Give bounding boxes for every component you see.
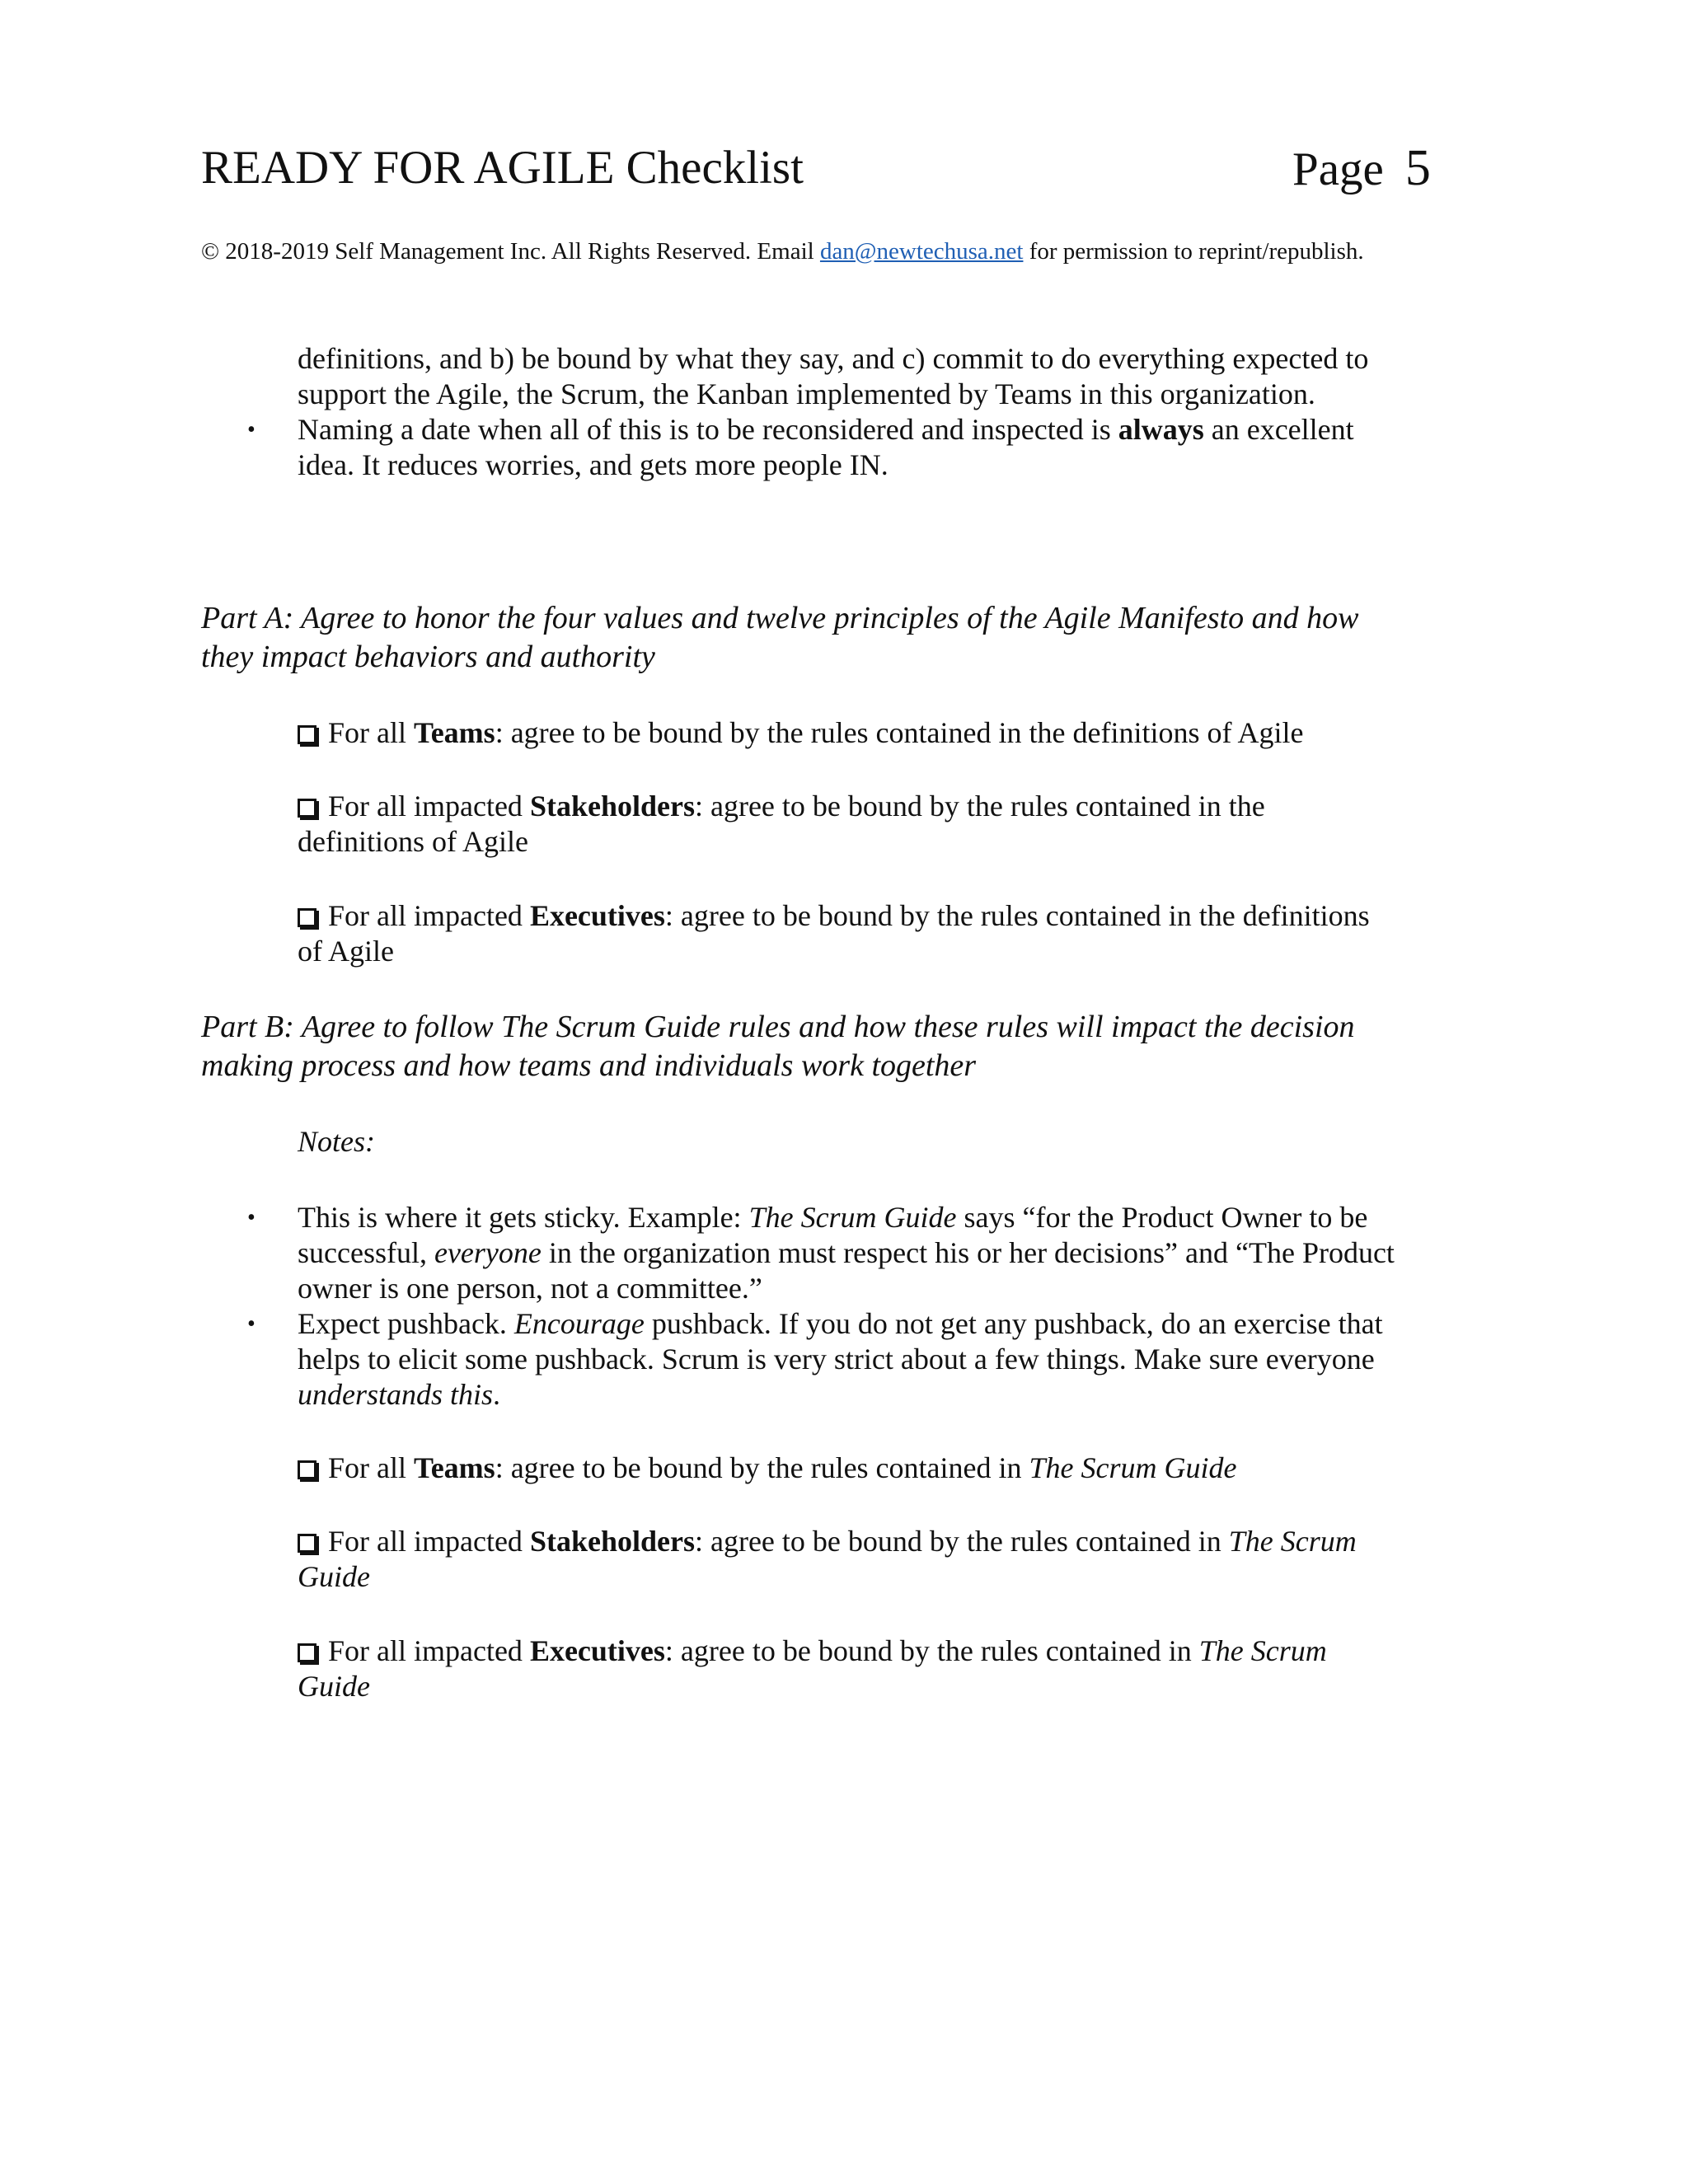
checklist-item xyxy=(298,898,1370,934)
checklist-item-continued: Guide xyxy=(298,1560,370,1593)
checklist-item-continued: definitions of Agile xyxy=(298,825,528,858)
page-number xyxy=(1292,138,1431,199)
checkbox-icon[interactable] xyxy=(298,1643,316,1662)
copyright-notice xyxy=(201,236,1364,267)
bullet-icon: • xyxy=(247,1205,256,1230)
text: For all impacted xyxy=(328,1525,530,1558)
emphasis: Stakeholders xyxy=(529,790,695,823)
part-b-heading: Part B: Agree to follow The Scrum Guide rules and how these rules will impact the decision xyxy=(201,1010,1355,1044)
checklist-item-continued: Guide xyxy=(298,1670,370,1703)
text: For all impacted xyxy=(328,899,530,932)
emphasis: The Scrum xyxy=(1198,1634,1327,1667)
part-a-heading: Part A: Agree to honor the four values and twelve principles of the Agile Manifesto and how xyxy=(201,601,1359,635)
text: successful, xyxy=(298,1236,434,1269)
text: : agree to be bound by the rules contained in xyxy=(664,1634,1199,1667)
checkbox-icon[interactable] xyxy=(298,725,316,744)
list-item xyxy=(298,412,1354,448)
text: Naming a date when all of this is to be reconsidered and inspected is xyxy=(298,413,1118,446)
part-a-heading: they impact behaviors and authority xyxy=(201,640,655,674)
emphasis: Teams xyxy=(414,1451,495,1484)
list-item xyxy=(298,1200,1367,1235)
list-item-continued: idea. It reduces worries, and gets more people IN. xyxy=(298,448,889,481)
checklist-item xyxy=(298,1451,1236,1486)
checklist-item xyxy=(298,1524,1357,1559)
text: : agree to be bound by the rules contained in the definitions of Agile xyxy=(495,716,1304,749)
text: For all impacted xyxy=(328,1634,530,1667)
list-item xyxy=(298,1306,1383,1342)
text: : agree to be bound by the rules contained in the xyxy=(694,790,1265,823)
part-b-heading: making process and how teams and individuals work together xyxy=(201,1048,977,1083)
email-link[interactable]: dan@newtechusa.net xyxy=(819,238,1024,265)
emphasis: The Scrum Guide xyxy=(748,1201,957,1234)
checkbox-icon[interactable] xyxy=(298,799,316,818)
checkbox-icon[interactable] xyxy=(298,908,316,927)
page-number-value: 5 xyxy=(1404,140,1431,196)
checkbox-icon[interactable] xyxy=(298,1460,316,1479)
emphasis: understands this xyxy=(298,1378,494,1411)
notes-label: Notes: xyxy=(298,1125,375,1158)
checkbox-icon[interactable] xyxy=(298,1534,316,1553)
text: : agree to be bound by the rules contained in xyxy=(495,1451,1029,1484)
emphasis: Executives xyxy=(529,899,665,932)
text: For all xyxy=(328,1451,414,1484)
text: : agree to be bound by the rules contained in the definitions xyxy=(664,899,1370,932)
text: . xyxy=(493,1378,501,1411)
bullet-icon: • xyxy=(247,417,256,443)
emphasis: Encourage xyxy=(513,1307,645,1340)
emphasis: always xyxy=(1118,413,1204,446)
emphasis: Stakeholders xyxy=(529,1525,695,1558)
emphasis: The Scrum xyxy=(1228,1525,1357,1558)
document-title: READY FOR AGILE Checklist xyxy=(201,142,804,194)
text: For all impacted xyxy=(328,790,530,823)
emphasis: everyone xyxy=(434,1236,542,1269)
text: Expect pushback. xyxy=(298,1307,514,1340)
checklist-item xyxy=(298,789,1265,824)
text: an excellent xyxy=(1203,413,1354,446)
text: : agree to be bound by the rules contained in xyxy=(694,1525,1229,1558)
intro-line: support the Agile, the Scrum, the Kanban implemented by Teams in this organization. xyxy=(298,377,1315,410)
checklist-item xyxy=(298,1633,1327,1669)
list-item-continued xyxy=(298,1377,500,1413)
checklist-item xyxy=(298,715,1303,751)
list-item-continued: owner is one person, not a committee.” xyxy=(298,1272,762,1305)
checklist-item-continued: of Agile xyxy=(298,935,394,968)
list-item-continued xyxy=(298,1235,1395,1271)
copyright-text-end: for permission to reprint/republish. xyxy=(1023,238,1364,265)
intro-line: definitions, and b) be bound by what they say, and c) commit to do everything expected to xyxy=(298,342,1369,375)
emphasis: Executives xyxy=(529,1634,665,1667)
copyright-text: © 2018-2019 Self Management Inc. All Rights Reserved. Email xyxy=(201,238,820,265)
list-item-continued: helps to elicit some pushback. Scrum is very strict about a few things. Make sure everyone xyxy=(298,1343,1375,1376)
bullet-icon: • xyxy=(247,1311,256,1337)
text: says “for the Product Owner to be xyxy=(956,1201,1368,1234)
text: For all xyxy=(328,716,414,749)
page-label: Page xyxy=(1292,143,1384,195)
emphasis: The Scrum Guide xyxy=(1029,1451,1237,1484)
text: This is where it gets sticky. Example: xyxy=(298,1201,749,1234)
emphasis: Teams xyxy=(414,716,495,749)
text: in the organization must respect his or her decisions” and “The Product xyxy=(541,1236,1395,1269)
text: pushback. If you do not get any pushback, do an exercise that xyxy=(644,1307,1383,1340)
